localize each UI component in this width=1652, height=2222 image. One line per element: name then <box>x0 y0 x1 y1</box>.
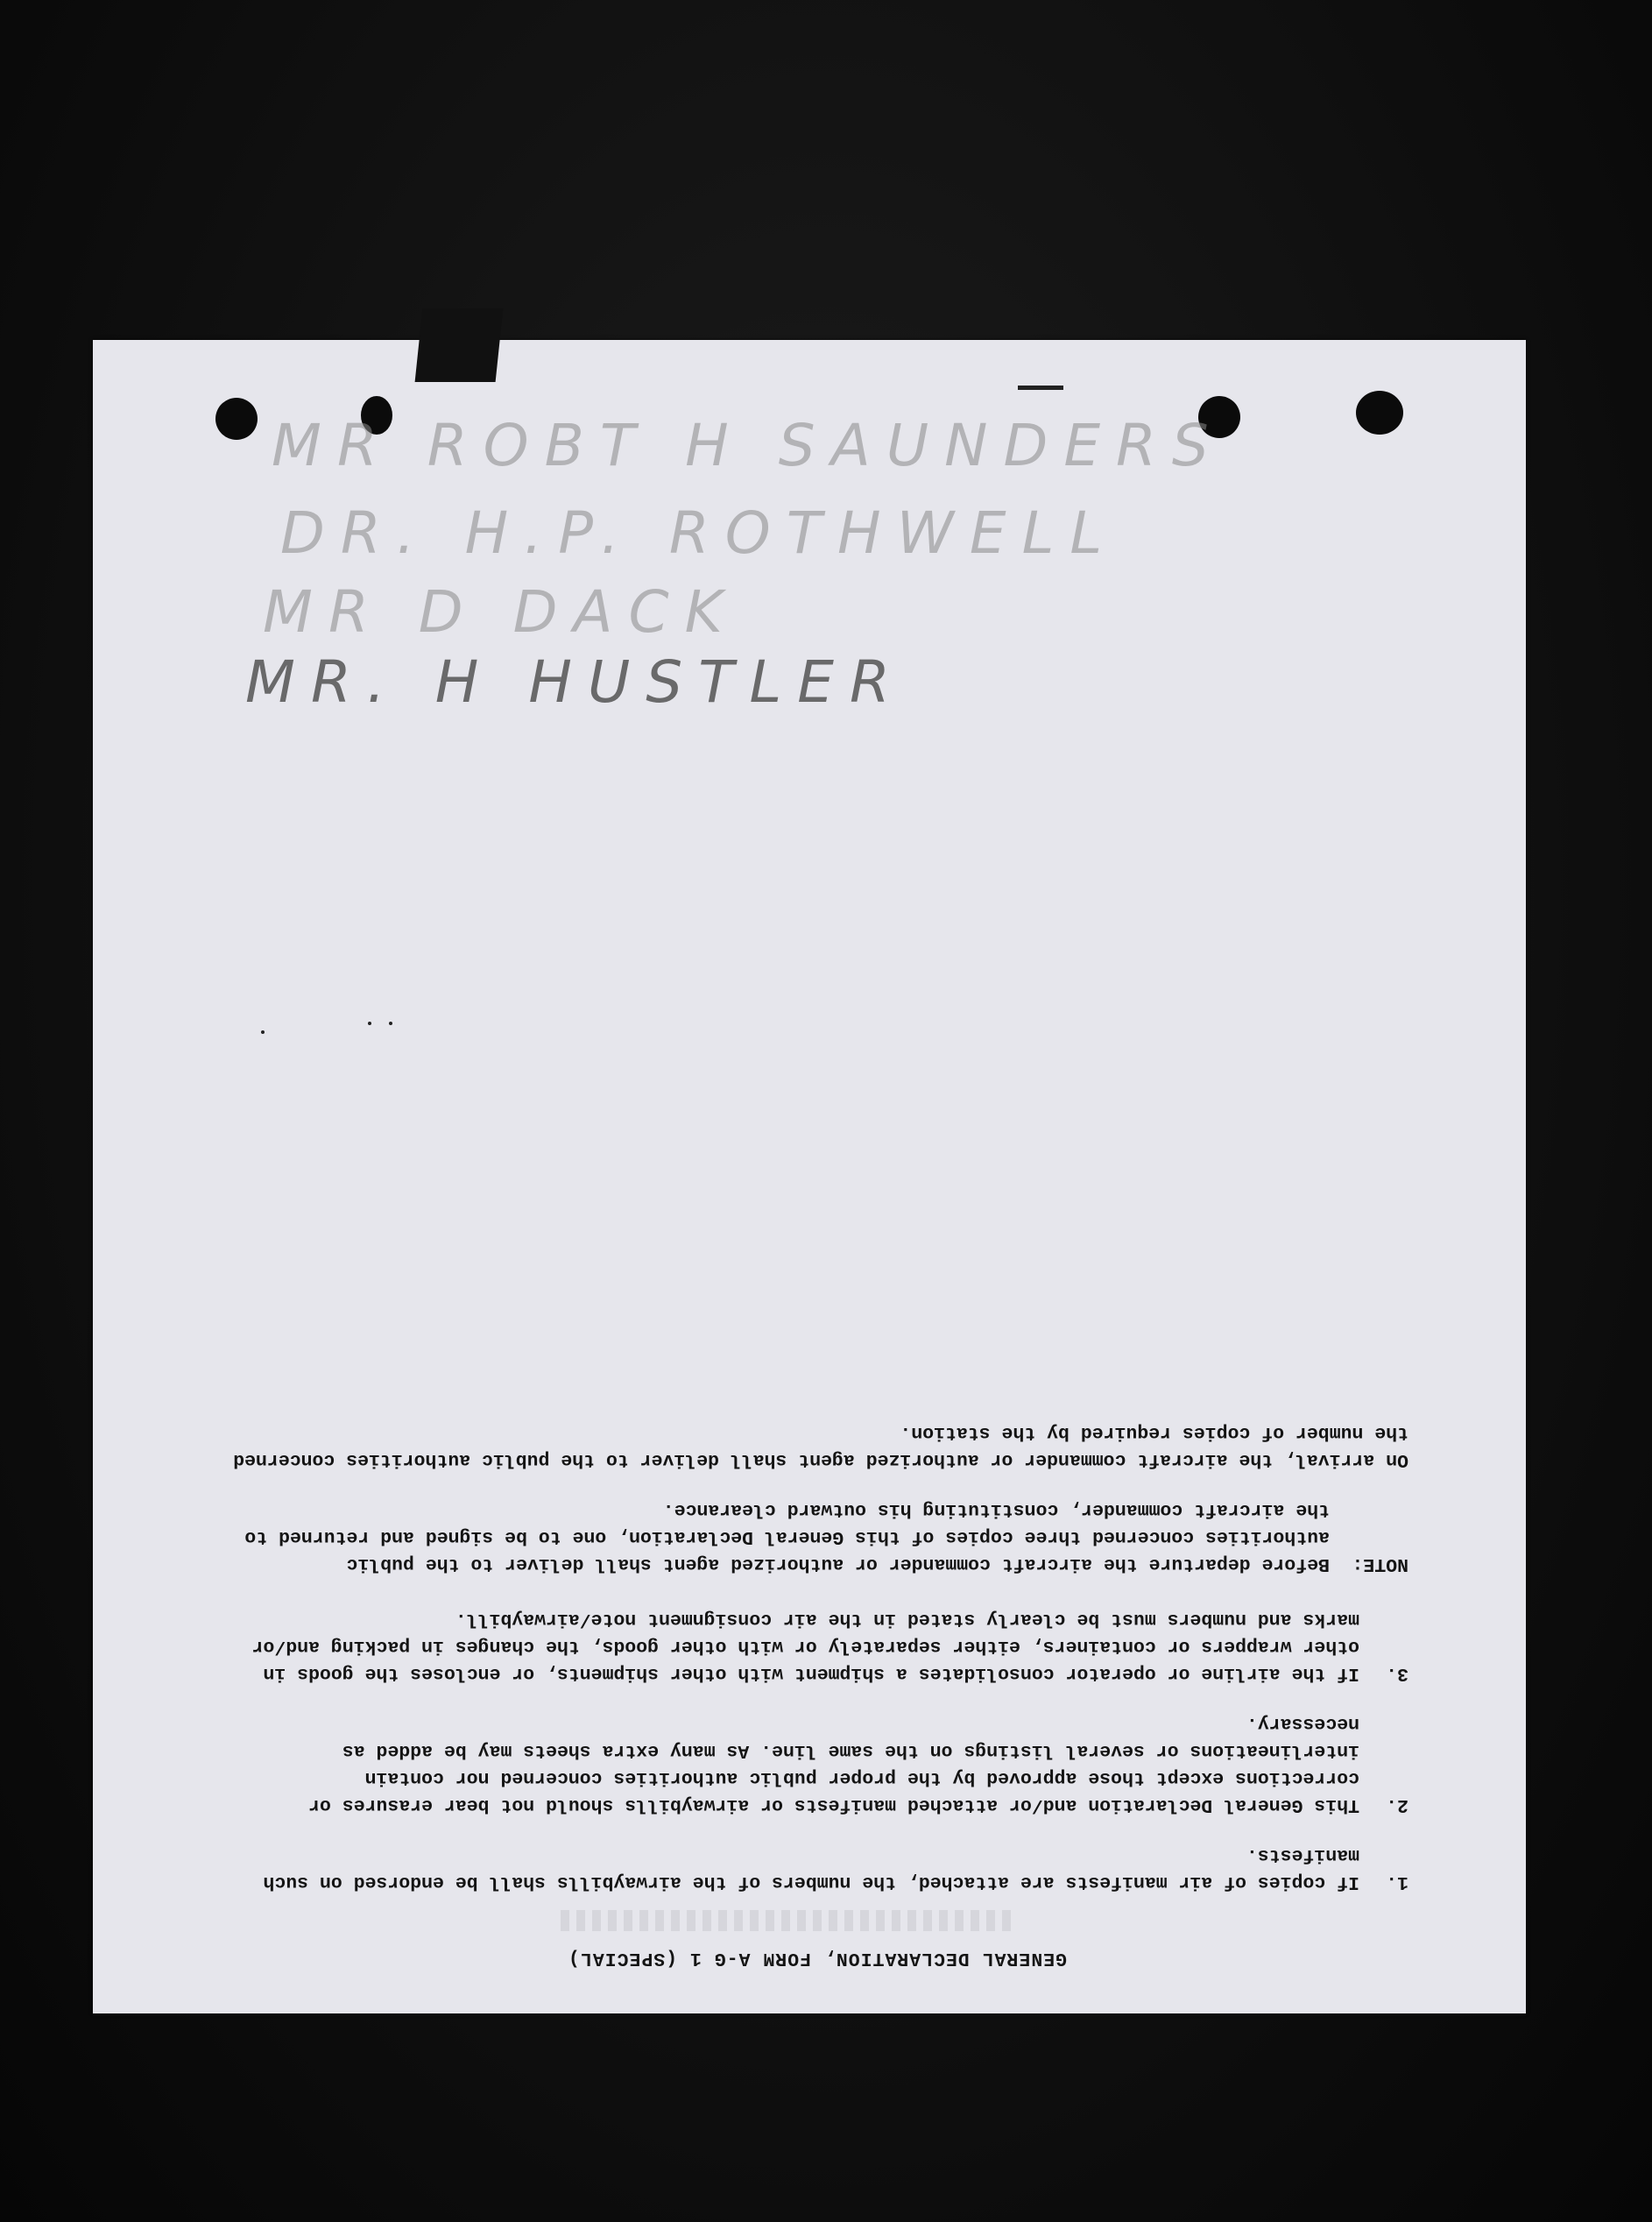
item-number: 3. <box>1386 1663 1408 1684</box>
punch-hole <box>1356 391 1403 435</box>
handwritten-names <box>245 412 1226 745</box>
instruction-item <box>226 1605 1408 1687</box>
note-text: Before departure the aircraft commander or authorized agent shall deliver to the public authorities concerned three copies of this General Declaration, one to be signed and returned to the aircraft commander, constituting his outward clearance. <box>244 1499 1330 1575</box>
punch-hole <box>215 398 258 440</box>
handwritten-name: MR D DACK <box>263 578 738 646</box>
faint-bleedthrough <box>561 1910 1016 1931</box>
item-text: If copies of air manifests are attached, the numbers of the airwaybills shall be endorsed on such manifests. <box>263 1844 1359 1893</box>
ink-speck <box>261 1030 265 1034</box>
ink-mark <box>1018 386 1063 390</box>
note-section <box>226 1496 1408 1577</box>
ink-speck <box>368 1022 371 1025</box>
item-number: 1. <box>1386 1872 1408 1893</box>
handwritten-name: MR. H HUSTLER <box>245 648 906 716</box>
ink-speck <box>389 1022 392 1025</box>
typed-instructions <box>226 1218 1408 1971</box>
form-title: GENERAL DECLARATION, FORM A-G 1 (SPECIAL) <box>568 1948 1067 1969</box>
binding-tape <box>415 308 504 382</box>
note-label: NOTE: <box>1352 1553 1408 1575</box>
handwritten-name: MR ROBT H SAUNDERS <box>272 412 1225 479</box>
instruction-item <box>226 1709 1408 1818</box>
handwritten-name: DR. H.P. ROTHWELL <box>280 499 1119 567</box>
instruction-item <box>226 1841 1408 1895</box>
arrival-text: On arrival, the aircraft commander or authorized agent shall deliver to the public authorities concerned the number of copies required by the station. <box>233 1422 1408 1470</box>
item-number: 2. <box>1386 1794 1408 1815</box>
item-text: This General Declaration and/or attached manifests or airwaybills should not bear erasures or corrections except those approved by the proper public authorities concerned nor contain interlineations or several listings on the same line. As many extra sheets may be added as necessary. <box>308 1713 1359 1815</box>
item-text: If the airline or operator consolidates a shipment with other shipments, or encloses the goods in other wrappers or containers, either separately or with other goods, the changes in packing and/or marks and numbers must be clearly stated in the air consignment note/airwaybill. <box>251 1609 1359 1684</box>
